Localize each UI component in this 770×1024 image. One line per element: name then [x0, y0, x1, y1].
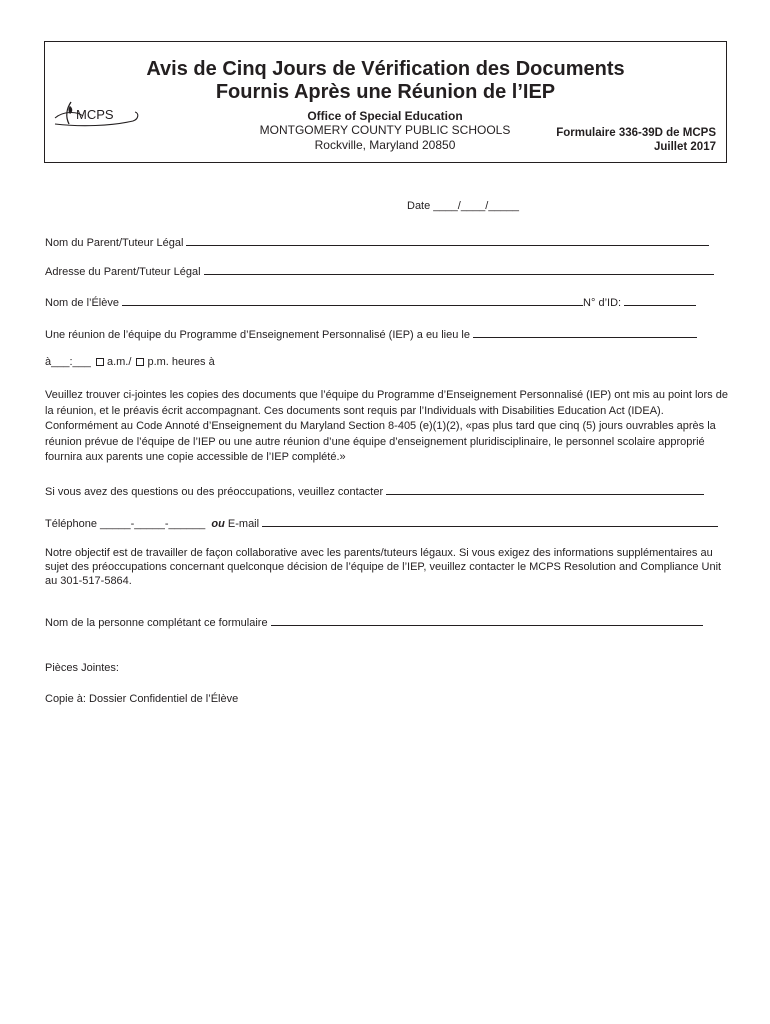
completer-row [45, 615, 703, 629]
email-label: E-mail [227, 518, 260, 530]
student-id-label: N° d’ID: [583, 297, 622, 309]
date-field[interactable]: Date ____/____/_____ [407, 200, 519, 212]
pm-label: p.m. heures à [147, 356, 215, 368]
student-id-field[interactable] [624, 295, 696, 306]
form-header [44, 41, 727, 163]
meeting-label: Une réunion de l’équipe du Programme d’Enseignement Personnalisé (IEP) a eu lieu le [45, 329, 470, 341]
meeting-row [45, 327, 697, 341]
form-title-line2: Fournis Après une Réunion de l’IEP [215, 81, 556, 103]
completer-label: Nom de la personne complétant ce formulaire [45, 617, 268, 629]
district-name: MONTGOMERY COUNTY PUBLIC SCHOOLS [259, 123, 511, 137]
student-name-field[interactable] [122, 295, 583, 306]
contact-label: Si vous avez des questions ou des préoccupations, veuillez contacter [45, 486, 384, 498]
meeting-time-field[interactable]: à___:___ [45, 356, 91, 368]
district-address: Rockville, Maryland 20850 [314, 138, 456, 152]
form-title-line1: Avis de Cinq Jours de Vérification des Documents [146, 58, 625, 80]
parent-address-label: Adresse du Parent/Tuteur Légal [45, 266, 201, 278]
student-name-label: Nom de l’Élève [45, 297, 119, 309]
or-label: ou [211, 518, 225, 530]
attachments-label: Pièces Jointes: [45, 662, 119, 674]
meeting-time-row [45, 356, 215, 368]
collaboration-paragraph: Notre objectif est de travailler de façon collaborative avec les parents/tuteurs légaux. Si vous exigez des informations supplémentaires au sujet des préoccupations concernant quelconque décision de l’équipe de l’IEP, veuillez contacter le MCPS Resolution and Compliance Unit au 301-517-5864. [45, 547, 722, 587]
phone-field[interactable]: Téléphone _____-_____-______ [45, 518, 206, 530]
am-label: a.m./ [106, 356, 132, 368]
email-field[interactable] [262, 516, 718, 527]
completer-field[interactable] [271, 615, 703, 626]
copy-to-label: Copie à: Dossier Confidentiel de l’Élève [45, 693, 239, 705]
pm-checkbox[interactable] [136, 358, 144, 366]
am-checkbox[interactable] [96, 358, 104, 366]
meeting-date-field[interactable] [473, 327, 697, 338]
student-row [45, 295, 696, 309]
mcps-logo-icon [51, 94, 143, 134]
parent-name-row [45, 235, 709, 249]
phone-email-row [45, 516, 718, 530]
parent-name-field[interactable] [186, 235, 709, 246]
parent-address-row [45, 264, 714, 278]
parent-name-label: Nom du Parent/Tuteur Légal [45, 237, 184, 249]
parent-address-field[interactable] [204, 264, 714, 275]
form-date: Juillet 2017 [653, 141, 716, 153]
documents-paragraph: Veuillez trouver ci-jointes les copies des documents que l’équipe du Programme d’Enseignement Personnalisé (IEP) ont mis au point lors de la réunion, et le préavis écrit accompagnant. Ces documents sont requis par l’Individuals with Disabilities Education Act (IDEA). Conformément au Code Annoté d’Enseignement du Maryland Section 8-405 (e)(1)(2), «pas plus tard que cinq (5) jours ouvrables après la réunion prévue de l’équipe de l’IEP ou une autre réunion d’une équipe d’enseignement pluridisciplinaire, le personnel scolaire approprié fournira aux parents une copie accessible de l’IEP complété.» [45, 389, 728, 463]
logo-text: MCPS [76, 107, 114, 122]
contact-row [45, 484, 704, 498]
office-name: Office of Special Education [307, 109, 463, 123]
form-number: Formulaire 336-39D de MCPS [556, 127, 716, 139]
contact-field[interactable] [386, 484, 704, 495]
